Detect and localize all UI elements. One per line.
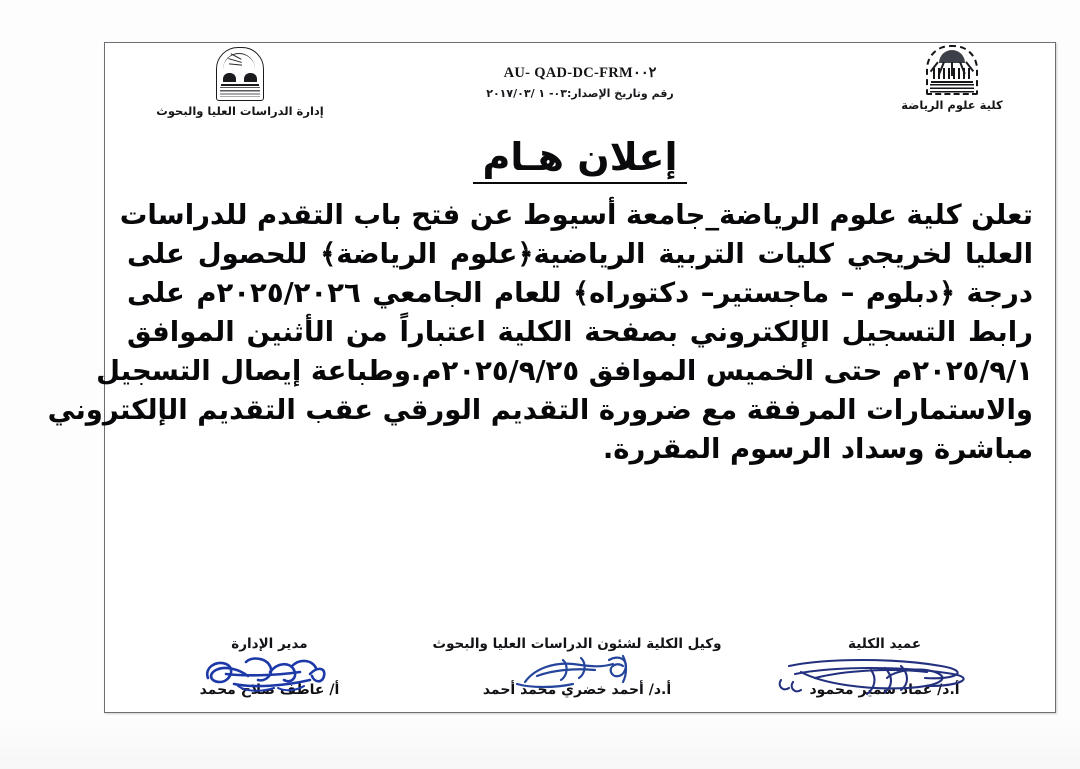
body-line: درجة ﴿دبلوم – ماجستير– دكتوراه﴾ للعام الجامعي ٢٠٢٥/٢٠٢٦م على (127, 276, 1033, 309)
body-line: مباشرة وسداد الرسوم المقررة. (602, 433, 1033, 466)
signature-row (105, 636, 1055, 698)
announcement-body (47, 196, 1033, 469)
body-line: والاستمارات المرفقة مع ضرورة التقديم الورقي عقب التقديم الإلكتروني (47, 394, 1033, 427)
issue-number-date-label: رقم وتاريخ الإصدار:٠٣- ١ /٢٠١٧/٠٣ (486, 87, 674, 100)
assiut-university-logo-icon (926, 45, 978, 95)
header-right-org-block (867, 45, 1037, 112)
signature-block-dean (738, 636, 1031, 698)
signature-role-label: وكيل الكلية لشئون الدراسات العليا والبحوث (432, 636, 722, 652)
faculty-org-label: كلية علوم الرياضة (901, 98, 1003, 112)
signature-block-admin-director (123, 636, 416, 698)
signature-name-label: أ.د/ عماد سمير محمود (809, 682, 960, 698)
body-line: ٢٠٢٥/٩/١م حتى الخميس الموافق ٢٠٢٥/٩/٢٥م.وطباعة إيصال التسجيل (96, 355, 1033, 388)
page-title: إعلان هـام (473, 135, 688, 184)
form-code-label: AU- QAD-DC-FRM٠٠٢ (503, 65, 657, 81)
document-page (47, 42, 1056, 713)
body-line: تعلن كلية علوم الرياضة_جامعة أسيوط عن فتح باب التقدم للدراسات (119, 198, 1033, 231)
signature-role-label: عميد الكلية (848, 636, 922, 652)
graduate-studies-org-label: إدارة الدراسات العليا والبحوث (156, 104, 324, 118)
body-line: رابط التسجيل الإلكتروني بصفحة الكلية اعتباراً من الأثنين الموافق (127, 315, 1033, 348)
signature-role-label: مدير الإدارة (231, 636, 308, 652)
body-line: العليا لخريجي كليات التربية الرياضية﴿علوم الرياضة﴾ للحصول على (127, 237, 1033, 270)
document-header (105, 43, 1055, 129)
signature-name-label: أ.د/ أحمد خضري محمد أحمد (482, 682, 672, 698)
signature-block-vice-dean (416, 636, 738, 698)
title-container (105, 135, 1055, 184)
signature-name-label: أ/ عاطف صلاح محمد (199, 682, 340, 698)
